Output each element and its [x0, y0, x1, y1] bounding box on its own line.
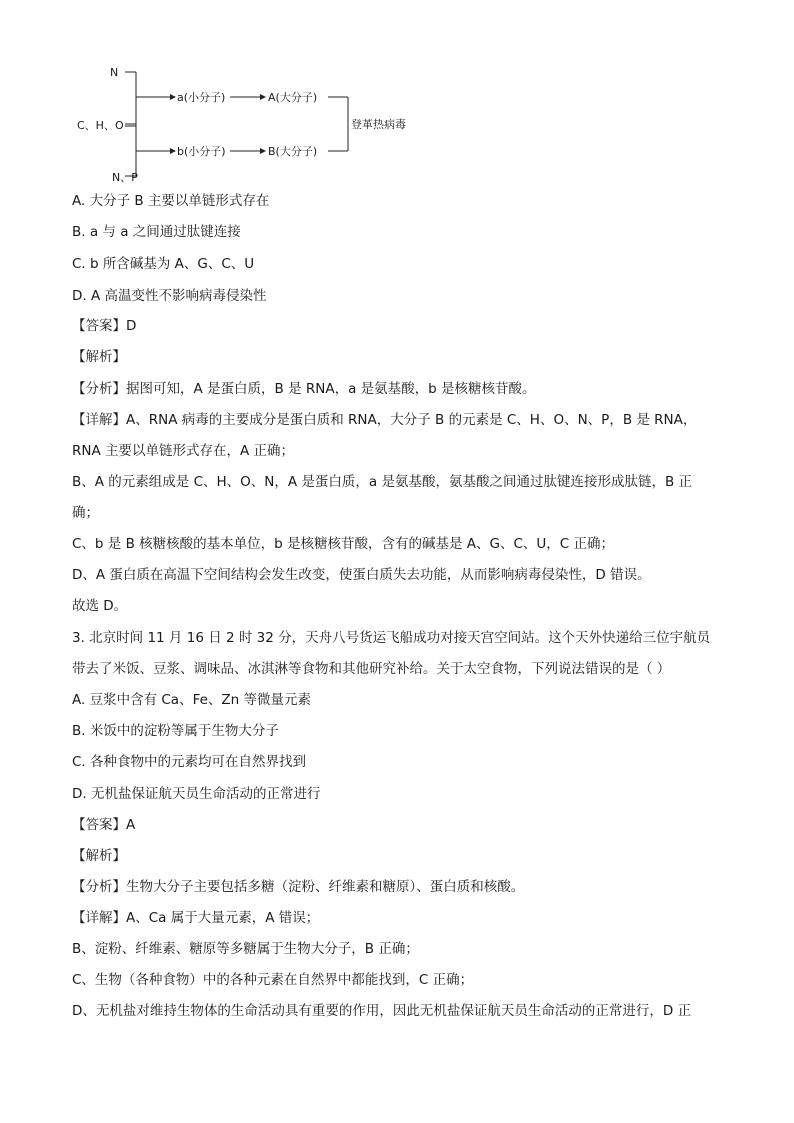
small-molecule-b-label: b(小分子) [177, 145, 226, 158]
macromolecule-B-label: B(大分子) [268, 145, 318, 158]
element-n-label: N [110, 66, 119, 79]
macromolecule-A-label: A(大分子) [268, 91, 318, 104]
q2-option-a: A. 大分子 B 主要以单链形式存在 [72, 193, 270, 209]
q2-xiangjie-line-1: 【详解】A、RNA 病毒的主要成分是蛋白质和 RNA，大分子 B 的元素是 C、H、O、N、P，B 是 RNA， [72, 412, 697, 428]
diagram-svg [70, 58, 450, 188]
q3-explain-d: D、无机盐对维持生物体的生命活动具有重要的作用，因此无机盐保证航天员生命活动的正常进行，D 正 [72, 1003, 692, 1019]
q3-explain-c: C、生物（各种食物）中的各种元素在自然界中都能找到，C 正确； [72, 972, 474, 988]
small-molecule-a-label: a(小分子) [177, 91, 226, 104]
element-np-label: N、P [112, 171, 138, 184]
q2-fenxi: 【分析】据图可知，A 是蛋白质，B 是 RNA，a 是氨基酸，b 是核糖核苷酸。 [72, 381, 536, 397]
q2-xiangjie-line-2: RNA 主要以单链形式存在，A 正确； [72, 443, 295, 459]
q3-answer: 【答案】A [72, 817, 136, 833]
q3-xiangjie-a: 【详解】A、Ca 属于大量元素，A 错误； [72, 910, 320, 926]
q3-option-b: B. 米饭中的淀粉等属于生物大分子 [72, 723, 279, 739]
q3-option-a: A. 豆浆中含有 Ca、Fe、Zn 等微量元素 [72, 692, 311, 708]
q2-explain-c: C、b 是 B 核糖核酸的基本单位，b 是核糖核苷酸，含有的碱基是 A、G、C、U，C 正确； [72, 536, 615, 552]
q2-option-d: D. A 高温变性不影响病毒侵染性 [72, 288, 267, 304]
q3-fenxi: 【分析】生物大分子主要包括多糖（淀粉、纤维素和糖原）、蛋白质和核酸。 [72, 879, 525, 895]
element-cho-label: C、H、O [77, 119, 124, 132]
q3-stem-line-2: 带去了米饭、豆浆、调味品、冰淇淋等食物和其他研究补给。关于太空食物，下列说法错误的是（ ） [72, 661, 671, 677]
q3-explain-b: B、淀粉、纤维素、糖原等多糖属于生物大分子，B 正确； [72, 941, 419, 957]
q3-option-d: D. 无机盐保证航天员生命活动的正常进行 [72, 786, 321, 802]
q2-option-b: B. a 与 a 之间通过肽键连接 [72, 224, 241, 240]
element-composition-diagram [70, 58, 450, 188]
q3-stem-line-1: 3. 北京时间 11 月 16 日 2 时 32 分，天舟八号货运飞船成功对接天宫空间站。这个天外快递给三位宇航员 [72, 630, 711, 646]
q3-analysis-heading: 【解析】 [72, 848, 126, 864]
q2-explain-d: D、A 蛋白质在高温下空间结构会发生改变，使蛋白质失去功能，从而影响病毒侵染性，D 错误。 [72, 567, 651, 583]
q2-conclusion: 故选 D。 [72, 598, 128, 614]
q3-option-c: C. 各种食物中的元素均可在自然界找到 [72, 754, 307, 770]
q2-explain-b-line-2: 确； [72, 505, 99, 521]
q2-explain-b-line-1: B、A 的元素组成是 C、H、O、N，A 是蛋白质，a 是氨基酸，氨基酸之间通过肽键连接形成肽链，B 正 [72, 474, 693, 490]
q2-answer: 【答案】D [72, 318, 137, 334]
dengue-virus-label: 登革热病毒 [351, 118, 406, 131]
q2-option-c: C. b 所含碱基为 A、G、C、U [72, 256, 255, 272]
q2-analysis-heading: 【解析】 [72, 349, 126, 365]
